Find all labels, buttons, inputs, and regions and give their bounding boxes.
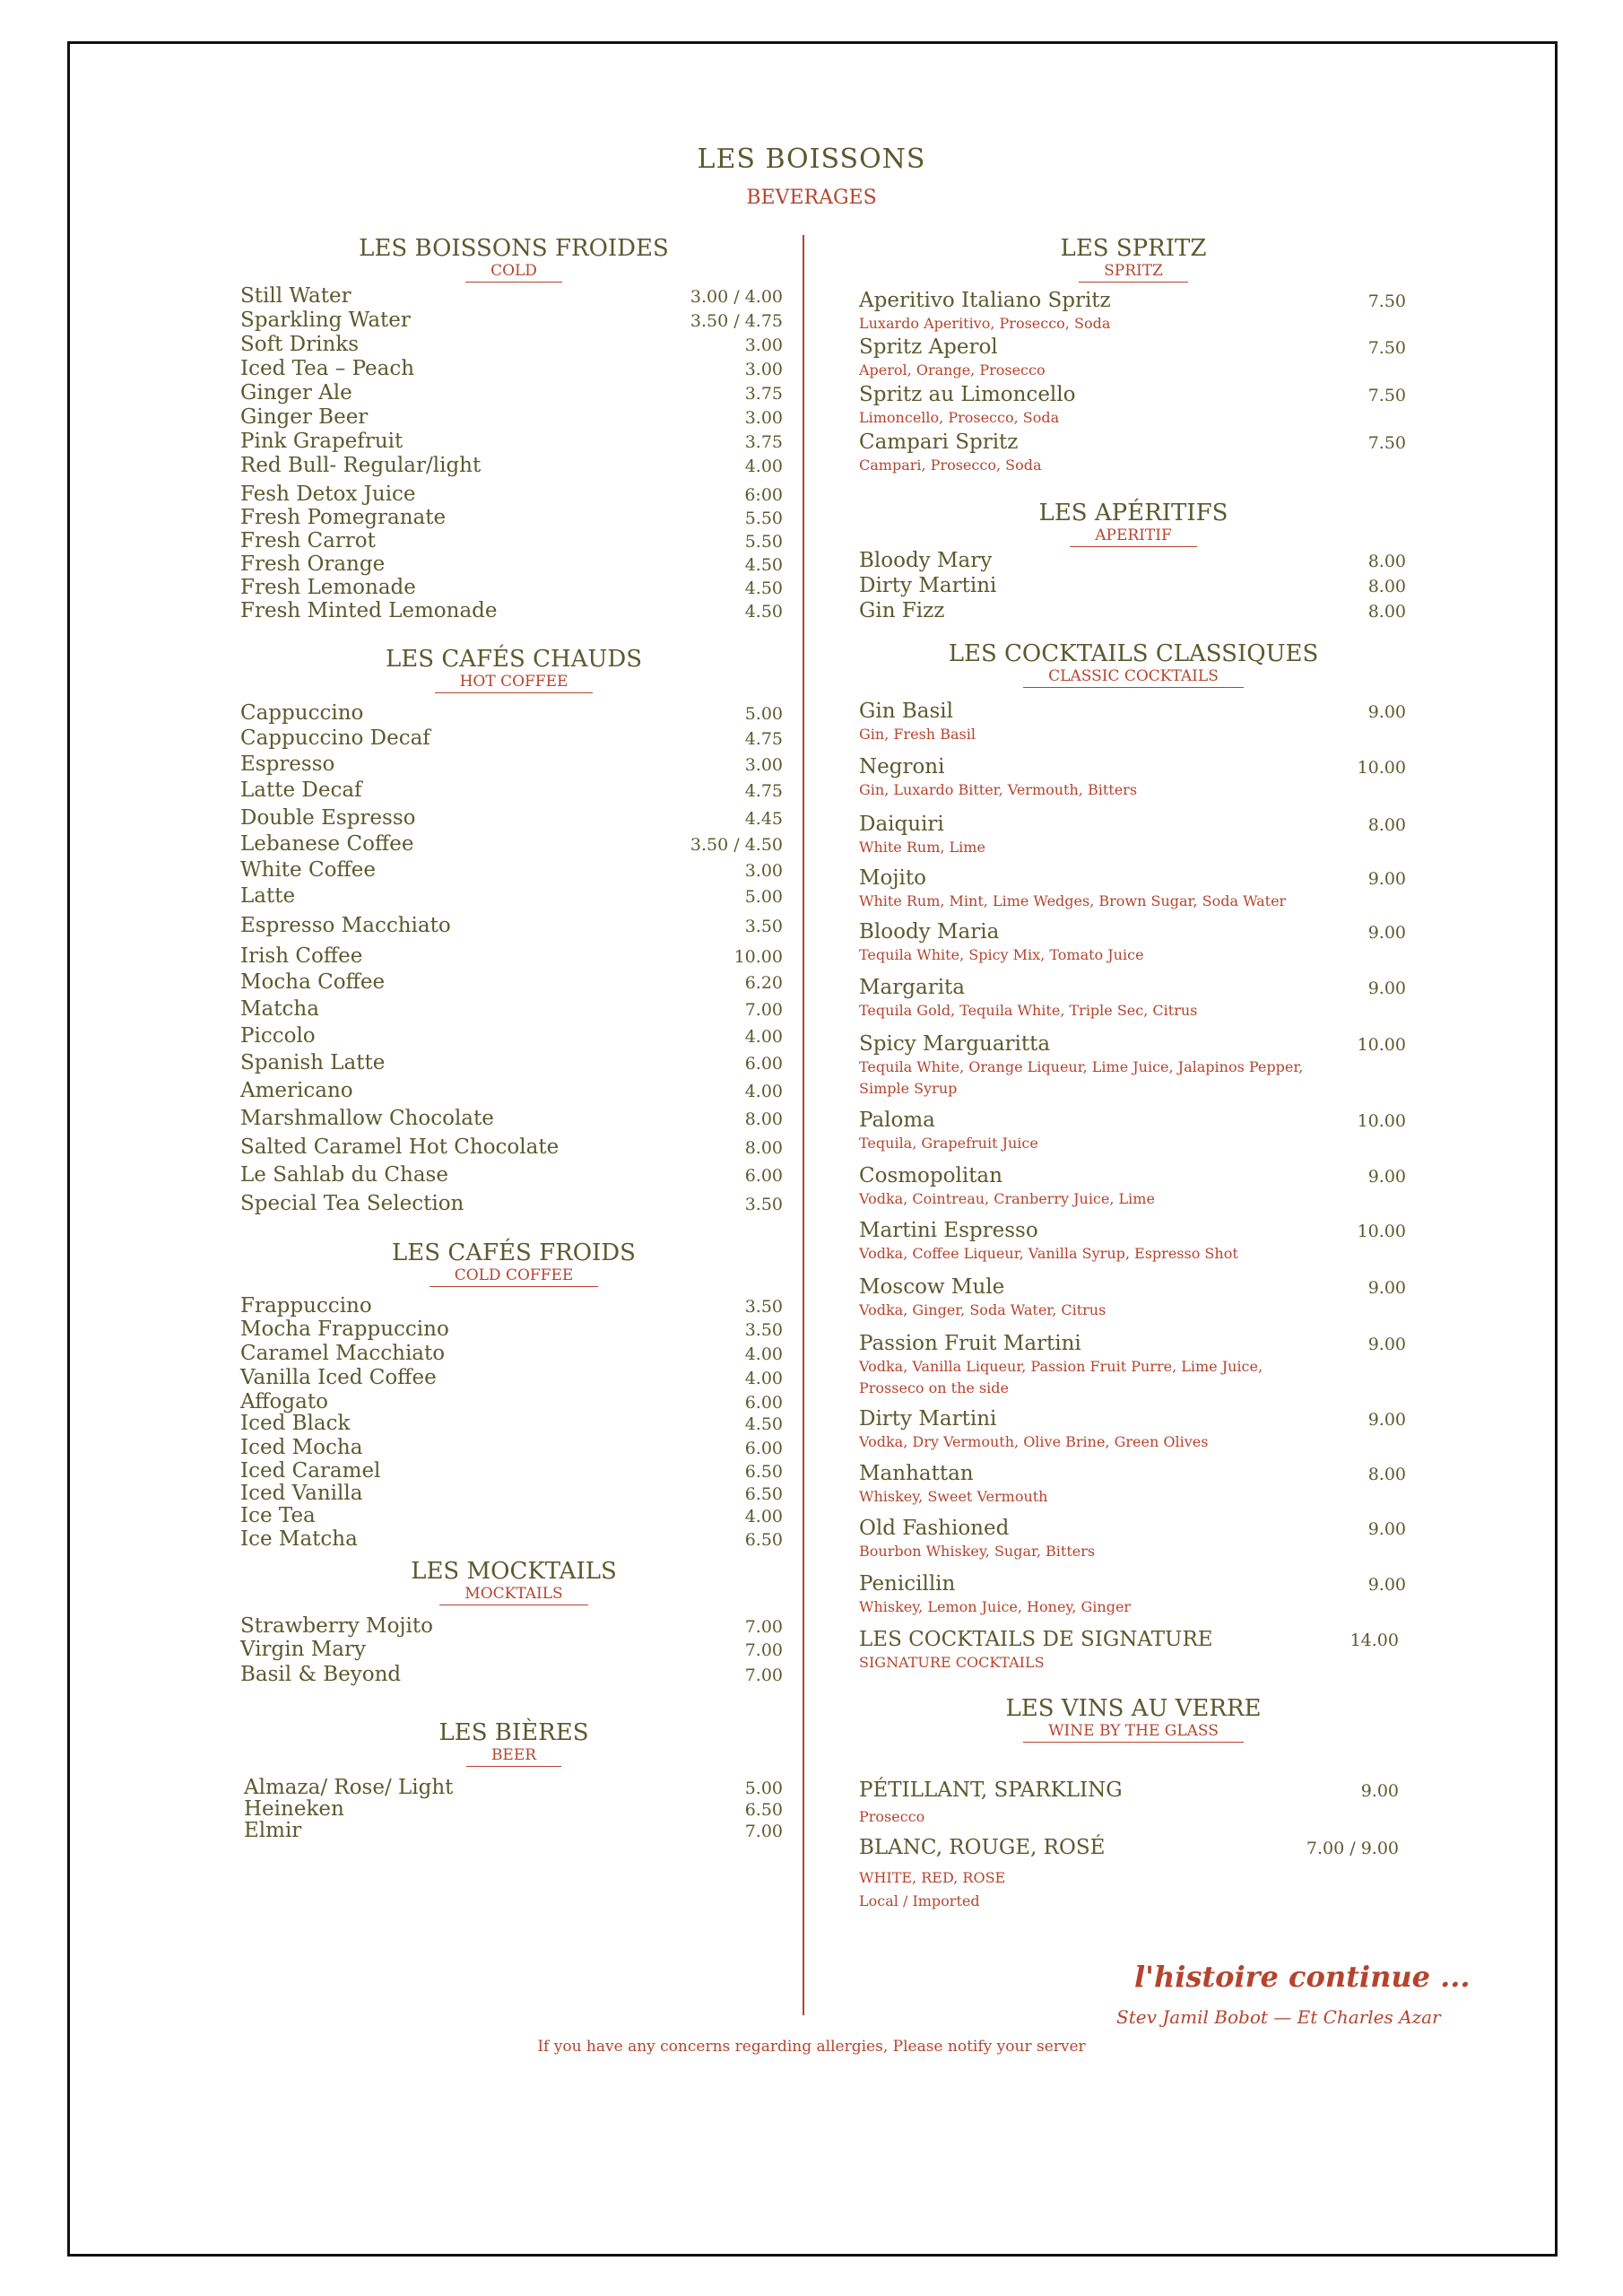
item-name: Mocha Coffee	[240, 970, 386, 994]
menu-item	[240, 1638, 787, 1661]
item-price: 7.00	[744, 1640, 783, 1660]
menu-item	[240, 944, 787, 968]
item-name: Bloody Mary	[859, 549, 993, 572]
section-subtitle-wrap	[859, 262, 1408, 283]
menu-item	[240, 483, 787, 506]
item-price: 4.45	[744, 809, 783, 829]
section-header	[859, 500, 1408, 547]
item-price: 5.50	[744, 532, 783, 552]
item-price: 7.00 / 9.00	[1306, 1839, 1399, 1858]
menu-item	[859, 430, 1408, 474]
section-subtitle: CLASSIC COCKTAILS	[1023, 667, 1244, 688]
section-header	[859, 235, 1408, 283]
item-name: Mocha Frappuccino	[240, 1318, 449, 1341]
item-price: 9.00	[1367, 1575, 1406, 1595]
menu-item	[859, 1109, 1408, 1152]
item-price: 3.00	[744, 360, 783, 379]
item-price: 9.00	[1367, 923, 1406, 943]
item-price: 6.50	[744, 1462, 783, 1482]
item-price: 8.00	[1367, 602, 1406, 622]
item-price: 4.00	[744, 1027, 783, 1047]
item-price: 3.50 / 4.75	[690, 311, 783, 331]
item-name: Moscow Mule	[859, 1275, 1005, 1299]
menu-item	[859, 1407, 1408, 1450]
section-header	[240, 646, 787, 693]
section-subtitle-wrap	[240, 673, 787, 693]
item-price: 7.50	[1367, 386, 1406, 405]
menu-item	[859, 599, 1408, 622]
menu-item	[240, 1294, 787, 1318]
item-description: Tequila Gold, Tequila White, Triple Sec, Citrus	[859, 1002, 1198, 1019]
item-price: 8.00	[1367, 815, 1406, 835]
signature-names: Stev Jamil Bobot — Et Charles Azar	[1116, 2006, 1441, 2028]
item-price: 9.00	[1367, 978, 1406, 998]
item-name: Basil & Beyond	[240, 1663, 402, 1686]
section-subtitle: COLD	[465, 262, 562, 283]
section-subtitle: BEER	[466, 1746, 561, 1767]
menu-item	[240, 1663, 787, 1686]
item-name: Spanish Latte	[240, 1051, 386, 1074]
item-name: Bloody Maria	[859, 920, 1000, 944]
section-header	[859, 640, 1408, 688]
menu-item	[240, 806, 787, 830]
menu-item	[240, 576, 787, 599]
item-name: BLANC, ROUGE, ROSÉ	[859, 1836, 1106, 1859]
section-subtitle-wrap	[240, 262, 787, 283]
item-description: Vodka, Ginger, Soda Water, Citrus	[859, 1301, 1107, 1318]
item-price: 9.00	[1367, 1410, 1406, 1430]
menu-item	[240, 1079, 787, 1102]
section-title: LES BIÈRES	[438, 1719, 589, 1746]
menu-item	[240, 357, 787, 380]
menu-item	[240, 884, 787, 908]
item-price: 4.75	[744, 729, 783, 749]
item-price: 3.00	[744, 861, 783, 881]
menu-item	[240, 1797, 787, 1821]
item-name: Fresh Orange	[240, 552, 386, 576]
item-description: Vodka, Vanilla Liqueur, Passion Fruit Purre, Lime Juice,	[859, 1358, 1263, 1375]
item-description: Tequila, Grapefruit Juice	[859, 1135, 1038, 1152]
menu-item	[240, 333, 787, 356]
menu-item	[240, 1318, 787, 1341]
item-price: 3.00	[744, 408, 783, 428]
item-name: Gin Fizz	[859, 599, 945, 622]
item-price: 10.00	[1357, 1035, 1406, 1055]
item-description: Tequila White, Spicy Mix, Tomato Juice	[859, 946, 1144, 963]
section-subtitle-wrap	[240, 1266, 787, 1287]
item-price: 6.20	[744, 973, 783, 993]
item-price: 4.50	[744, 602, 783, 622]
menu-item	[859, 289, 1408, 332]
menu-item	[240, 997, 787, 1021]
item-description: WHITE, RED, ROSE	[859, 1869, 1006, 1886]
item-price: 4.00	[744, 457, 783, 476]
item-name: Red Bull- Regular/light	[240, 454, 482, 477]
item-name: Dirty Martini	[859, 574, 997, 597]
item-name: Salted Caramel Hot Chocolate	[240, 1135, 560, 1159]
item-name: Aperitivo Italiano Spritz	[859, 289, 1111, 312]
item-name: Virgin Mary	[240, 1638, 367, 1661]
menu-item	[859, 574, 1408, 597]
item-price: 7.50	[1367, 433, 1406, 453]
item-name: Ice Tea	[240, 1504, 316, 1527]
section-header	[240, 235, 787, 283]
menu-item	[240, 309, 787, 332]
menu-item	[859, 866, 1408, 909]
item-name: Latte Decaf	[240, 778, 362, 802]
menu-item	[240, 1459, 787, 1483]
section-subtitle: MOCKTAILS	[439, 1585, 587, 1605]
item-price: 6.50	[744, 1530, 783, 1550]
menu-item	[240, 430, 787, 453]
section-subtitle: WINE BY THE GLASS	[1023, 1722, 1244, 1743]
section-subtitle-wrap	[240, 1585, 787, 1605]
item-price: 6:00	[744, 485, 783, 505]
menu-item	[240, 454, 787, 477]
section-subtitle: HOT COFFEE	[435, 673, 594, 693]
page-title: LES BOISSONS	[697, 144, 926, 175]
item-price: 5.00	[744, 1779, 783, 1798]
item-price: 3.75	[744, 384, 783, 404]
item-description: Vodka, Dry Vermouth, Olive Brine, Green Olives	[859, 1433, 1209, 1450]
signature-cocktails	[859, 1628, 1408, 1671]
item-price: 5.00	[744, 704, 783, 724]
item-name: Penicillin	[859, 1572, 956, 1596]
item-price: 6.00	[744, 1054, 783, 1074]
item-name: Iced Tea – Peach	[240, 357, 415, 380]
section-title: LES CAFÉS FROIDS	[392, 1239, 636, 1266]
menu-item	[240, 1192, 787, 1215]
item-name: Iced Black	[240, 1412, 351, 1435]
item-price: 6.50	[744, 1800, 783, 1820]
item-name: Heineken	[244, 1797, 344, 1821]
item-name: Fresh Carrot	[240, 529, 376, 552]
item-description: Vodka, Cointreau, Cranberry Juice, Lime	[859, 1190, 1155, 1207]
item-description: Whiskey, Sweet Vermouth	[859, 1488, 1048, 1505]
item-description: Whiskey, Lemon Juice, Honey, Ginger	[859, 1598, 1132, 1615]
item-name: Caramel Macchiato	[240, 1342, 446, 1365]
item-description: Aperol, Orange, Prosecco	[859, 361, 1046, 378]
item-name: Iced Caramel	[240, 1459, 381, 1483]
signature-price: 14.00	[1350, 1631, 1399, 1650]
item-name: Fesh Detox Juice	[240, 483, 416, 506]
item-price: 7.00	[744, 1000, 783, 1020]
menu-item	[859, 1517, 1408, 1560]
menu-item	[859, 335, 1408, 378]
item-name: Cappuccino	[240, 701, 364, 725]
item-price: 3.00	[744, 335, 783, 355]
item-price: 3.50	[744, 1320, 783, 1340]
item-name: Fresh Lemonade	[240, 576, 416, 599]
menu-item	[240, 914, 787, 937]
menu-item	[240, 832, 787, 856]
item-price: 6.00	[744, 1166, 783, 1186]
item-price: 4.00	[744, 1507, 783, 1526]
signature-subtitle: SIGNATURE COCKTAILS	[859, 1654, 1045, 1671]
signature-title: LES COCKTAILS DE SIGNATURE	[859, 1628, 1213, 1651]
item-price: 6.00	[744, 1393, 783, 1413]
item-price: 10.00	[1357, 758, 1406, 778]
item-name: Margarita	[859, 976, 965, 999]
item-name: Fresh Minted Lemonade	[240, 599, 498, 622]
menu-item	[240, 506, 787, 529]
item-name: Cosmopolitan	[859, 1164, 1002, 1187]
menu-item	[240, 1135, 787, 1159]
menu-item	[240, 1504, 787, 1527]
item-name: Negroni	[859, 755, 945, 778]
item-price: 7.00	[744, 1617, 783, 1637]
item-price: 9.00	[1367, 869, 1406, 889]
item-name: Irish Coffee	[240, 944, 363, 968]
slogan: l'histoire continue ...	[1134, 1960, 1471, 1994]
section-subtitle: APERITIF	[1070, 526, 1197, 547]
item-name: Iced Vanilla	[240, 1482, 363, 1505]
section-subtitle-wrap	[859, 1722, 1408, 1743]
section-title: LES VINS AU VERRE	[1005, 1695, 1262, 1722]
menu-item	[240, 1412, 787, 1435]
menu-item	[859, 976, 1408, 1019]
item-name: Soft Drinks	[240, 333, 360, 356]
menu-item	[859, 1219, 1408, 1262]
item-name: Fresh Pomegranate	[240, 506, 447, 529]
item-price: 3.50	[744, 1195, 783, 1214]
item-price: 9.00	[1367, 1335, 1406, 1354]
item-price: 6.00	[744, 1439, 783, 1458]
menu-item	[240, 599, 787, 622]
item-price: 4.50	[744, 555, 783, 575]
item-name: Ice Matcha	[240, 1527, 358, 1551]
item-price: 4.50	[744, 1414, 783, 1434]
menu-item	[859, 1164, 1408, 1207]
item-price: 4.00	[744, 1369, 783, 1388]
menu-item	[240, 858, 787, 882]
item-description: Tequila White, Orange Liqueur, Lime Juice, Jalapinos Pepper,	[859, 1058, 1304, 1075]
item-name: Ginger Ale	[240, 381, 352, 404]
item-price: 10.00	[733, 947, 783, 967]
allergy-notice: If you have any concerns regarding allergies, Please notify your server	[537, 2038, 1086, 2056]
item-price: 3.00	[744, 755, 783, 775]
item-description: Vodka, Coffee Liqueur, Vanilla Syrup, Espresso Shot	[859, 1245, 1238, 1262]
item-price: 7.50	[1367, 291, 1406, 311]
menu-item	[859, 1332, 1408, 1396]
item-name: Latte	[240, 884, 296, 908]
item-name: Spritz au Limoncello	[859, 383, 1076, 406]
item-name: Iced Mocha	[240, 1436, 363, 1459]
item-price: 5.50	[744, 509, 783, 528]
item-name: Vanilla Iced Coffee	[240, 1366, 437, 1389]
menu-item	[859, 549, 1408, 572]
section-subtitle: COLD COFFEE	[430, 1266, 599, 1287]
item-name: Mojito	[859, 866, 926, 890]
item-name: Espresso Macchiato	[240, 914, 451, 937]
item-name: Frappuccino	[240, 1294, 372, 1318]
item-name: Cappuccino Decaf	[240, 726, 430, 750]
item-price: 6.50	[744, 1484, 783, 1504]
menu-item	[240, 405, 787, 429]
section-title: LES MOCKTAILS	[411, 1558, 617, 1585]
menu-item	[240, 381, 787, 404]
section-title: LES BOISSONS FROIDES	[359, 235, 669, 262]
menu-item	[240, 1482, 787, 1505]
item-price: 3.50	[744, 1297, 783, 1317]
item-price: 9.00	[1367, 1519, 1406, 1539]
item-price: 10.00	[1357, 1111, 1406, 1131]
item-name: Special Tea Selection	[240, 1192, 464, 1215]
section-title: LES SPRITZ	[1060, 235, 1207, 262]
item-name: Ginger Beer	[240, 405, 369, 429]
item-name: Piccolo	[240, 1024, 316, 1048]
menu-item	[859, 700, 1408, 743]
item-description: Limoncello, Prosecco, Soda	[859, 409, 1060, 426]
menu-item	[859, 1275, 1408, 1318]
item-price: 9.00	[1360, 1781, 1399, 1801]
item-name: Americano	[240, 1079, 353, 1102]
item-name: Le Sahlab du Chase	[240, 1163, 448, 1187]
menu-item	[859, 755, 1408, 798]
item-price: 8.00	[1367, 552, 1406, 571]
item-name: Dirty Martini	[859, 1407, 997, 1431]
menu-item	[859, 383, 1408, 426]
menu-item	[859, 813, 1408, 856]
menu-item	[240, 1342, 787, 1365]
menu-item	[859, 1836, 1408, 1909]
menu-item	[240, 701, 787, 725]
item-price: 3.00 / 4.00	[690, 287, 783, 307]
menu-item	[240, 1776, 787, 1799]
item-price: 8.00	[1367, 577, 1406, 596]
item-name: Elmir	[244, 1819, 302, 1842]
menu-item	[240, 1366, 787, 1389]
item-name: White Coffee	[240, 858, 376, 882]
menu-item	[240, 726, 787, 750]
item-name: Spicy Marguaritta	[859, 1032, 1051, 1056]
item-name: Marshmallow Chocolate	[240, 1107, 494, 1130]
item-description: Luxardo Aperitivo, Prosecco, Soda	[859, 315, 1111, 332]
menu-item	[240, 970, 787, 994]
item-description: White Rum, Mint, Lime Wedges, Brown Sugar, Soda Water	[859, 892, 1287, 909]
item-price: 3.75	[744, 432, 783, 452]
menu-item	[859, 920, 1408, 963]
menu-item	[240, 1527, 787, 1551]
item-price: 9.00	[1367, 1167, 1406, 1187]
item-name: Martini Espresso	[859, 1219, 1038, 1242]
item-price: 4.00	[744, 1344, 783, 1364]
item-price: 7.00	[744, 1822, 783, 1841]
menu-item	[240, 1163, 787, 1187]
section-subtitle-wrap	[859, 526, 1408, 547]
item-name: Pink Grapefruit	[240, 430, 404, 453]
item-price: 9.00	[1367, 702, 1406, 722]
menu-item	[240, 1051, 787, 1074]
menu-item	[240, 778, 787, 802]
menu-item	[240, 752, 787, 776]
section-title: LES APÉRITIFS	[1038, 500, 1228, 526]
section-subtitle: SPRITZ	[1079, 262, 1188, 283]
item-description-2: Prosseco on the side	[859, 1379, 1009, 1396]
menu-item	[240, 1614, 787, 1638]
item-description: Prosecco	[859, 1808, 925, 1825]
item-description: Gin, Fresh Basil	[859, 726, 976, 743]
signature-block	[1116, 1960, 1471, 2028]
menu-item	[240, 529, 787, 552]
item-name: Double Espresso	[240, 806, 416, 830]
item-name: Matcha	[240, 997, 319, 1021]
item-name: Still Water	[240, 284, 352, 308]
item-name: Sparkling Water	[240, 309, 411, 332]
item-price: 4.75	[744, 781, 783, 801]
item-price: 7.50	[1367, 338, 1406, 358]
item-name: Affogato	[240, 1390, 328, 1413]
item-name: Manhattan	[859, 1462, 974, 1485]
section-subtitle-wrap	[240, 1746, 787, 1767]
page-subtitle: BEVERAGES	[746, 187, 877, 209]
menu-item	[859, 1572, 1408, 1615]
item-name: PÉTILLANT, SPARKLING	[859, 1779, 1123, 1802]
menu-item	[240, 1107, 787, 1130]
item-description-2: Local / Imported	[859, 1892, 980, 1909]
menu-item	[240, 552, 787, 576]
menu-item	[240, 1390, 787, 1413]
item-description-2: Simple Syrup	[859, 1080, 958, 1097]
menu-item	[240, 1024, 787, 1048]
menu-item	[859, 1779, 1408, 1825]
menu-item	[240, 284, 787, 308]
item-description: Gin, Luxardo Bitter, Vermouth, Bitters	[859, 781, 1138, 798]
item-name: Campari Spritz	[859, 430, 1019, 454]
item-name: Passion Fruit Martini	[859, 1332, 1081, 1355]
menu-item	[240, 1819, 787, 1842]
menu-item	[859, 1462, 1408, 1505]
item-price: 7.00	[744, 1665, 783, 1685]
item-price: 10.00	[1357, 1222, 1406, 1241]
item-description: Bourbon Whiskey, Sugar, Bitters	[859, 1543, 1096, 1560]
column-divider	[803, 235, 804, 2015]
section-header	[240, 1558, 787, 1605]
item-name: Lebanese Coffee	[240, 832, 414, 856]
item-name: Strawberry Mojito	[240, 1614, 433, 1638]
item-price: 4.00	[744, 1082, 783, 1101]
item-name: Almaza/ Rose/ Light	[244, 1776, 454, 1799]
item-description: Campari, Prosecco, Soda	[859, 457, 1042, 474]
section-header	[240, 1719, 787, 1767]
item-name: Spritz Aperol	[859, 335, 998, 359]
item-name: Gin Basil	[859, 700, 953, 723]
item-price: 8.00	[744, 1138, 783, 1158]
item-price: 5.00	[744, 887, 783, 907]
section-header	[240, 1239, 787, 1287]
item-name: Old Fashioned	[859, 1517, 1010, 1540]
item-name: Paloma	[859, 1109, 935, 1132]
menu-item	[240, 1436, 787, 1459]
item-description: White Rum, Lime	[859, 839, 985, 856]
section-subtitle-wrap	[859, 667, 1408, 688]
item-price: 3.50 / 4.50	[690, 835, 783, 855]
item-name: Daiquiri	[859, 813, 944, 836]
item-price: 3.50	[744, 917, 783, 936]
item-price: 9.00	[1367, 1278, 1406, 1298]
item-name: Espresso	[240, 752, 335, 776]
item-price: 4.50	[744, 578, 783, 598]
section-header	[859, 1695, 1408, 1743]
item-price: 8.00	[1367, 1465, 1406, 1484]
menu-item	[859, 1032, 1408, 1097]
section-title: LES COCKTAILS CLASSIQUES	[948, 640, 1319, 667]
section-title: LES CAFÉS CHAUDS	[386, 646, 642, 673]
item-price: 8.00	[744, 1109, 783, 1129]
